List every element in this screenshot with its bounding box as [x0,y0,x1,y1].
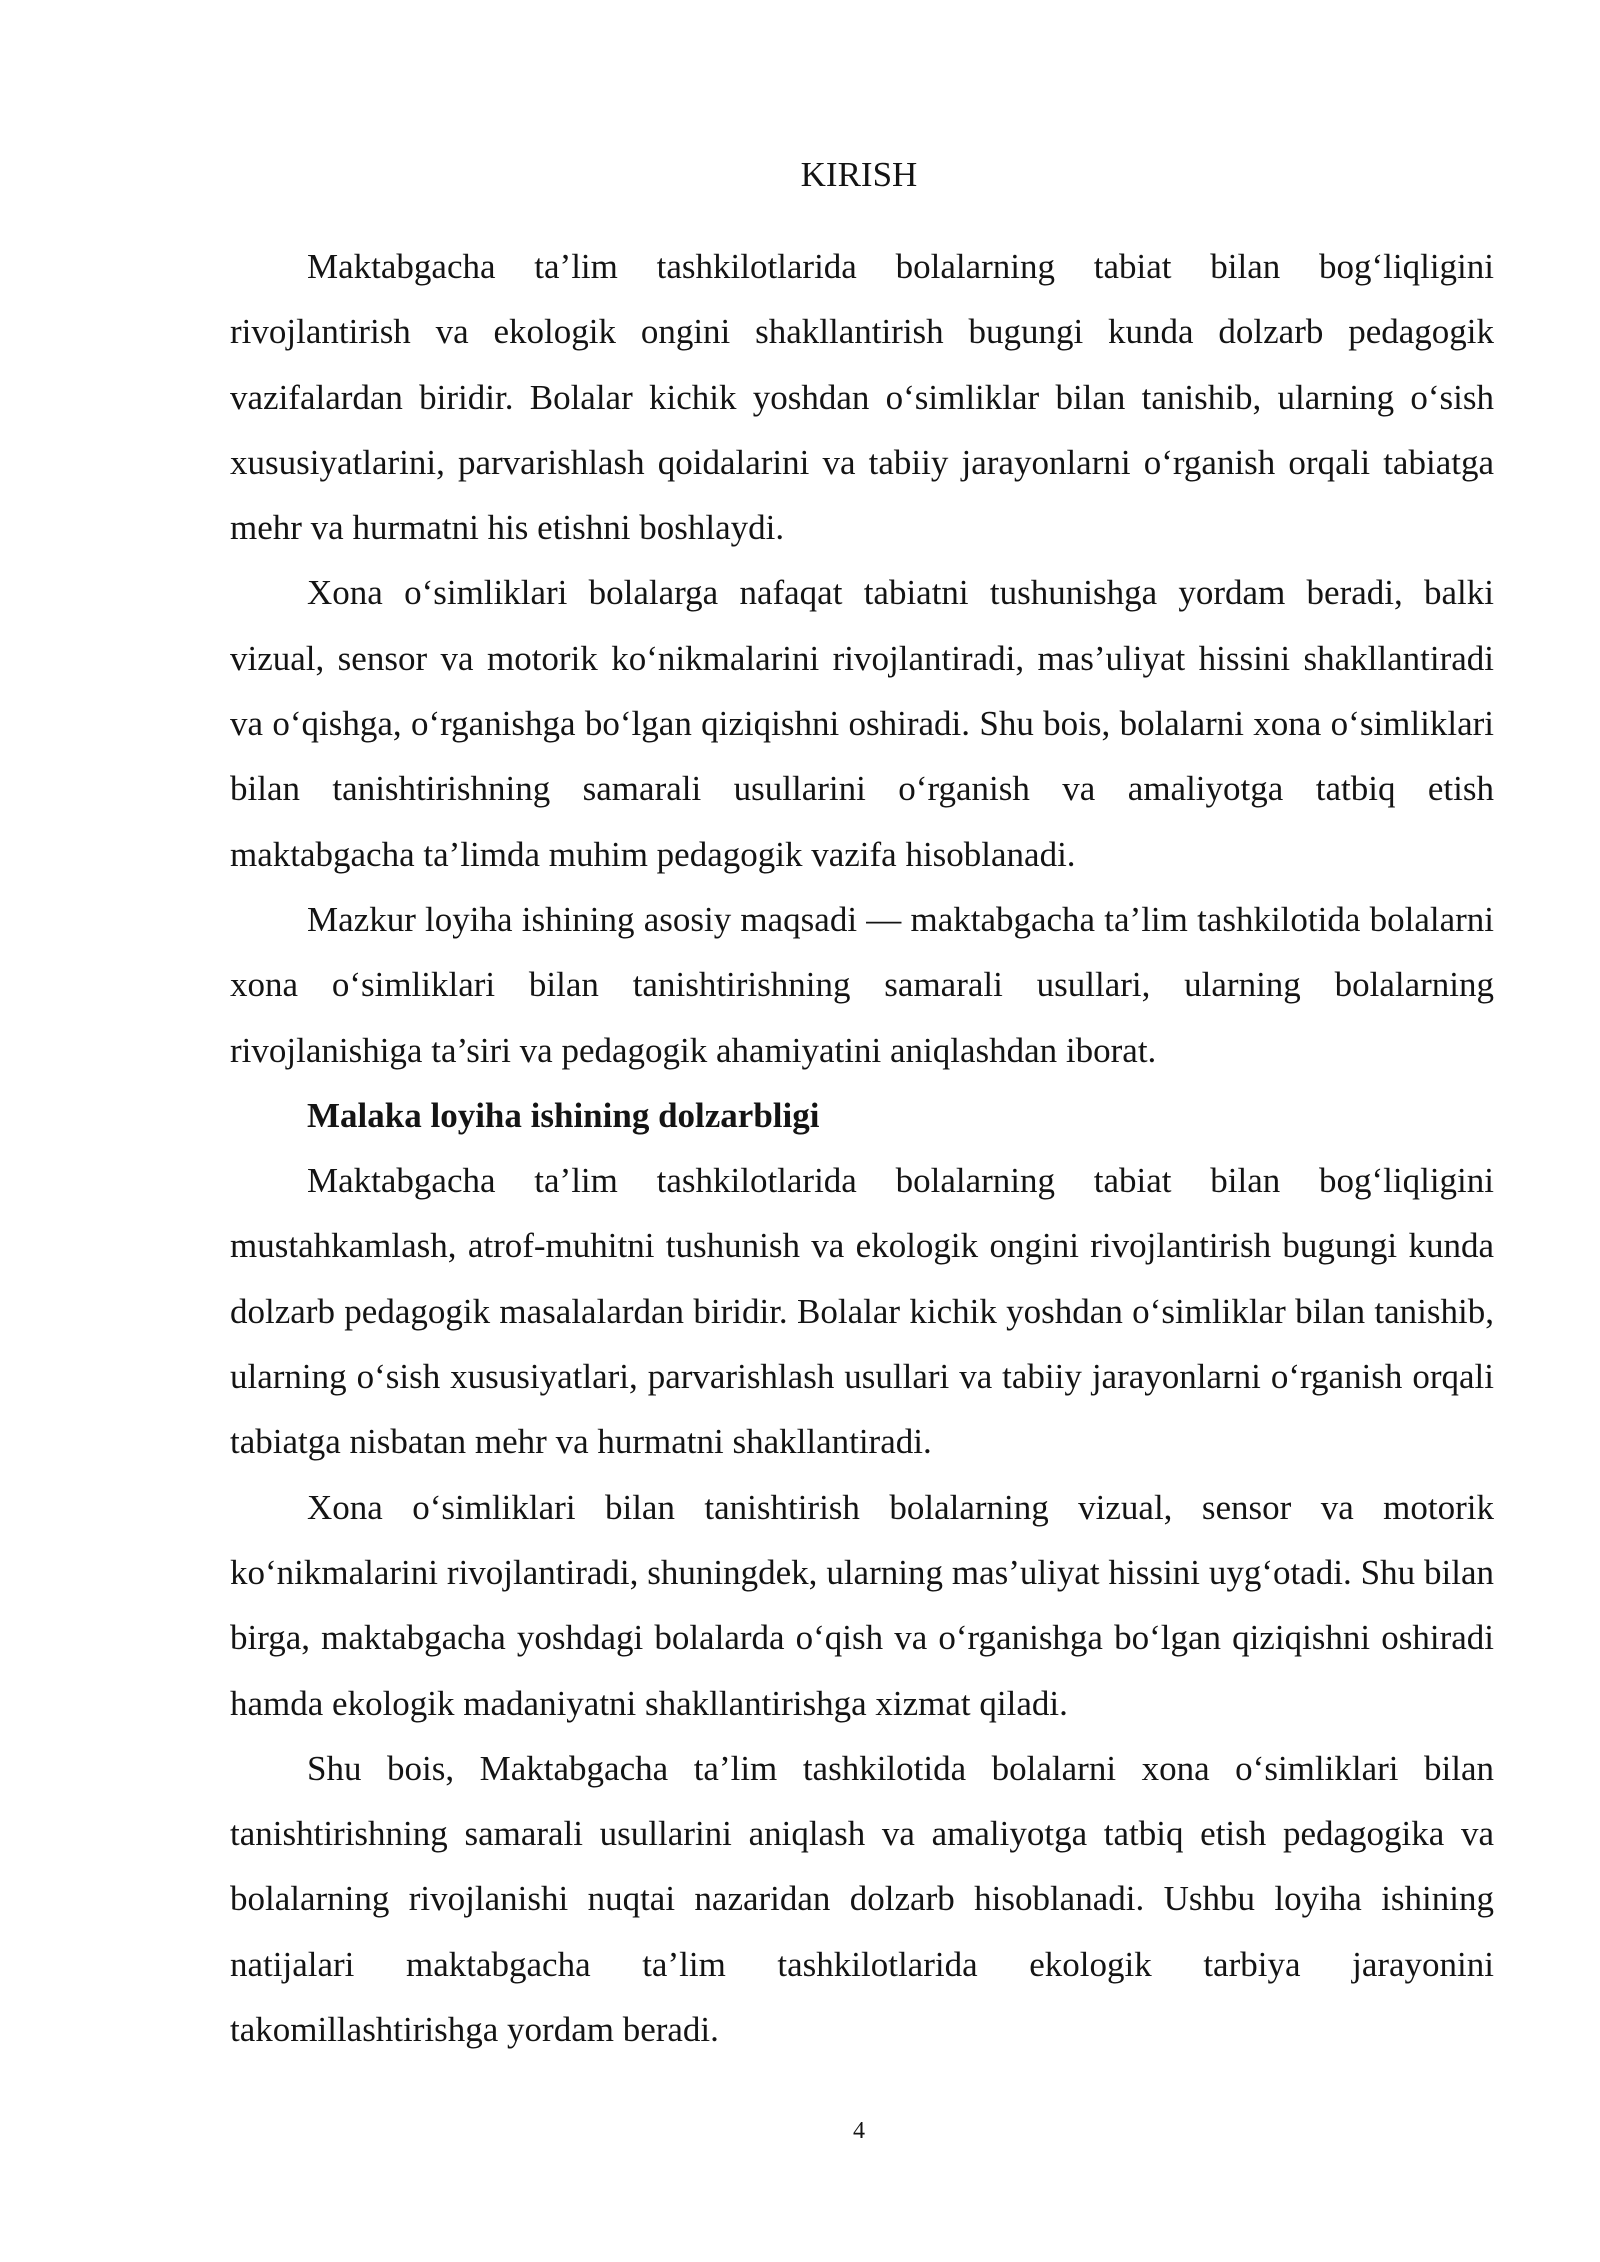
section-paragraph-2: Xona o‘simliklari bilan tanishtirish bolalarning vizual, sensor va motorik ko‘nikmalarini rivojlantiradi, shuningdek, ularning mas’uliyat hissini uyg‘otadi. Shu bilan birga, maktabgacha yoshdagi bolalarda o‘qish va o‘rganishga bo‘lgan qiziqishni oshiradi hamda ekologik madaniyatni shakllantirishga xizmat qiladi. [230,1487,1494,1723]
page-number: 4 [853,2118,865,2144]
section-paragraph-3: Shu bois, Maktabgacha ta’lim tashkilotida bolalarni xona o‘simliklari bilan tanishtirishning samarali usullarini aniqlash va amaliyotga tatbiq etish pedagogika va bolalarning rivojlanishi nuqtai nazaridan dolzarb hisoblanadi. Ushbu loyiha ishining natijalari maktabgacha ta’lim tashkilotlarida ekologik tarbiya jarayonini takomillashtirishga yordam beradi. [230,1748,1494,2050]
section-paragraph-1: Maktabgacha ta’lim tashkilotlarida bolalarning tabiat bilan bog‘liqligini mustahkamlash, atrof-muhitni tushunish va ekologik ongini rivojlantirish bugungi kunda dolzarb pedagogik masalalardan biridir. Bolalar kichik yoshdan o‘simliklar bilan tanishib, ularning o‘sish xususiyatlari, parvarishlash usullari va tabiiy jarayonlarni o‘rganish orqali tabiatga nisbatan mehr va hurmatni shakllantiradi. [230,1161,1494,1462]
section-heading: Malaka loyiha ishining dolzarbligi [307,1095,820,1135]
intro-paragraph-1: Maktabgacha ta’lim tashkilotlarida bolalarning tabiat bilan bog‘liqligini rivojlantirish va ekologik ongini shakllantirish bugungi kunda dolzarb pedagogik vazifalardan biridir. Bolalar kichik yoshdan o‘simliklar bilan tanishib, ularning o‘sish xususiyatlarini, parvarishlash qoidalarini va tabiiy jarayonlarni o‘rganish orqali tabiatga mehr va hurmatni his etishni boshlaydi. [230,247,1494,548]
intro-paragraph-2: Xona o‘simliklari bolalarga nafaqat tabiatni tushunishga yordam beradi, balki vizual, sensor va motorik ko‘nikmalarini rivojlantiradi, mas’uliyat hissini shakllantiradi va o‘qishga, o‘rganishga bo‘lgan qiziqishni oshiradi. Shu bois, bolalarni xona o‘simliklari bilan tanishtirishning samarali usullarini o‘rganish va amaliyotga tatbiq etish maktabgacha ta’limda muhim pedagogik vazifa hisoblanadi. [230,573,1494,874]
page-title: KIRISH [800,155,918,194]
document-body [230,234,1494,2062]
intro-paragraph-3: Mazkur loyiha ishining asosiy maqsadi — maktabgacha ta’lim tashkilotida bolalarni xona o‘simliklari bilan tanishtirishning samarali usullari, ularning bolalarning rivojlanishiga ta’siri va pedagogik ahamiyatini aniqlashdan iborat. [230,899,1494,1070]
